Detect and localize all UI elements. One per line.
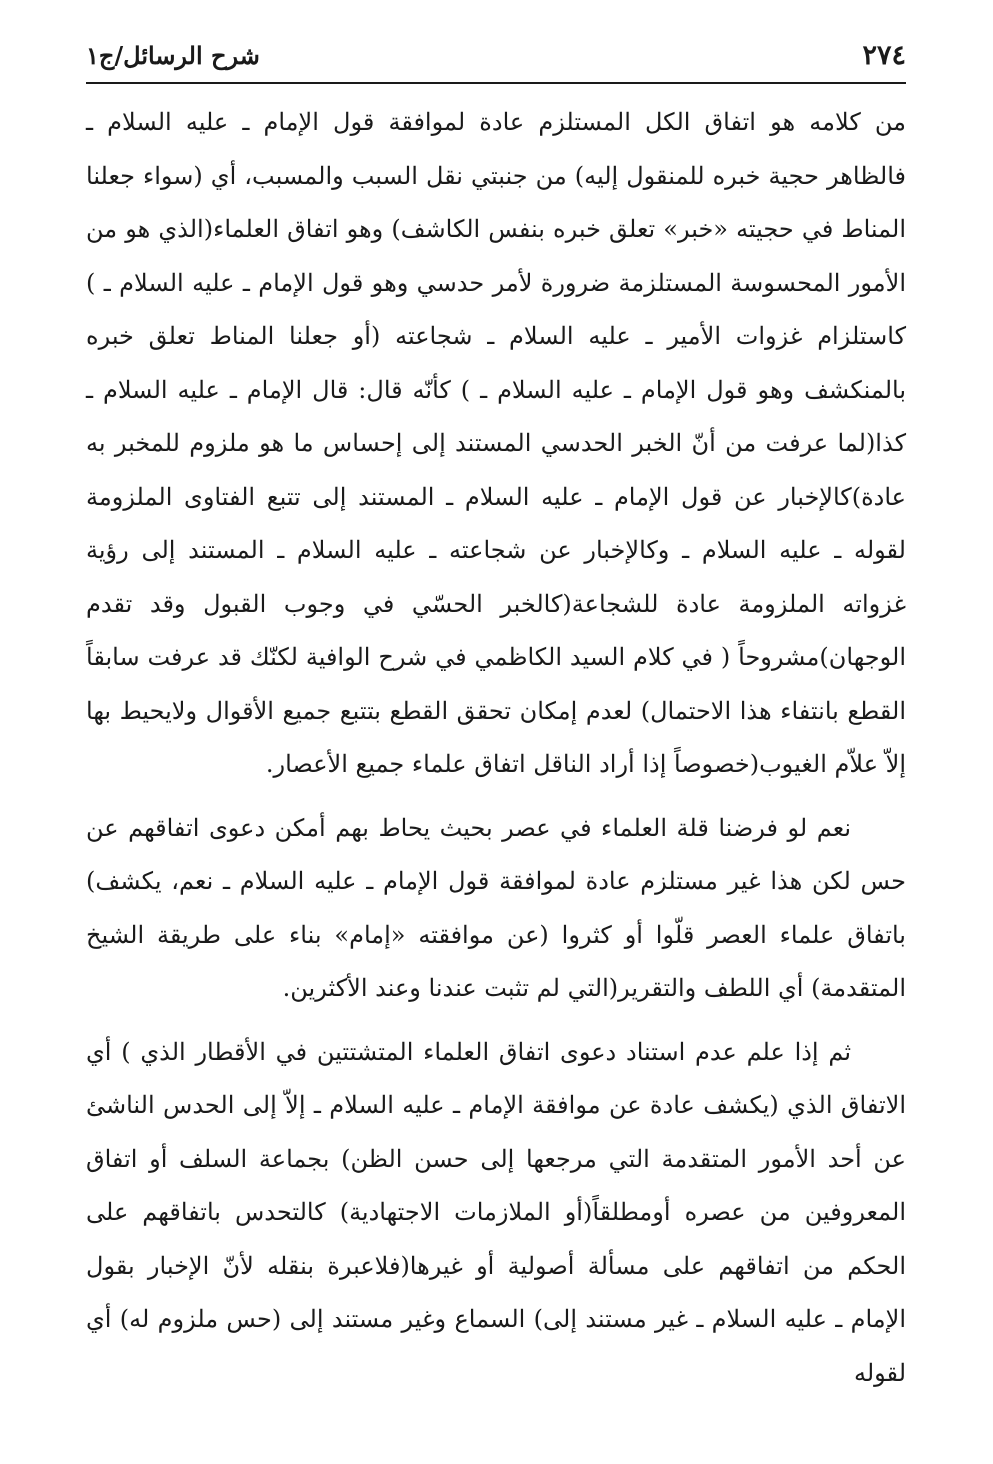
paragraph: ثم إذا علم عدم استناد دعوى اتفاق العلماء المتشتتين في الأقطار الذي ) أي الاتفاق الذي (يكشف عادة عن موافقة الإمام ـ عليه السلام ـ إلاّ إلى الحدس الناشئ عن أحد الأمور المتقدمة التي مرجعها إلى حسن الظن) بجماعة السلف أو اتفاق المعروفين من عصره أومطلقاً(أو الملازمات الاجتهادية) كالتحدس باتفاقهم على الحكم من اتفاقهم على مسألة أصولية أو غيرها(فلاعبرة بنقله لأنّ الإخبار بقول الإمام ـ عليه السلام ـ غير مستند إلى) السماع وغير مستند إلى (حس ملزوم له) أي لقوله (86, 1037, 906, 1387)
document-page (86, 40, 906, 1400)
paragraph: نعم لو فرضنا قلة العلماء في عصر بحيث يحاط بهم أمكن دعوى اتفاقهم عن حس لكن هذا غير مستلزم عادة لموافقة قول الإمام ـ عليه السلام ـ نعم، يكشف) باتفاق علماء العصر قلّوا أو كثروا (عن موافقته «إمام» بناء على طريقة الشيخ المتقدمة) أي اللطف والتقرير(التي لم تثبت عندنا وعند الأكثرين. (86, 813, 906, 1002)
page-header (86, 40, 906, 84)
body-text (86, 96, 906, 1400)
page-number: ٢٧٤ (862, 40, 906, 71)
paragraph: من كلامه هو اتفاق الكل المستلزم عادة لموافقة قول الإمام ـ عليه السلام ـ فالظاهر حجية خبره للمنقول إليه) من جنبتي نقل السبب والمسبب، أي (سواء جعلنا المناط في حجيته «خبر» تعلق خبره بنفس الكاشف) وهو اتفاق العلماء(الذي هو من الأمور المحسوسة المستلزمة ضرورة لأمر حدسي وهو قول الإمام ـ عليه السلام ـ ) كاستلزام غزوات الأمير ـ عليه السلام ـ شجاعته (أو جعلنا المناط تعلق خبره بالمنكشف وهو قول الإمام ـ عليه السلام ـ ) كأنّه قال: قال الإمام ـ عليه السلام ـ كذا(لما عرفت من أنّ الخبر الحدسي المستند إلى إحساس ما هو ملزوم للمخبر به عادة)كالإخبار عن قول الإمام ـ عليه السلام ـ المستند إلى تتبع الفتاوى الملزومة لقوله ـ عليه السلام ـ وكالإخبار عن شجاعته ـ عليه السلام ـ المستند إلى رؤية غزواته الملزومة عادة للشجاعة(كالخبر الحسّي في وجوب القبول وقد تقدم الوجهان)مشروحاً ( في كلام السيد الكاظمي في شرح الوافية لكنّك قد عرفت سابقاً القطع بانتفاء هذا الاحتمال) لعدم إمكان تحقق القطع بتتبع جميع الأقوال ولايحيط بها إلاّ علاّم الغيوب(خصوصاً إذا أراد الناقل اتفاق علماء جميع الأعصار. (86, 108, 906, 778)
running-title: شرح الرسائل/ج١ (86, 41, 260, 70)
